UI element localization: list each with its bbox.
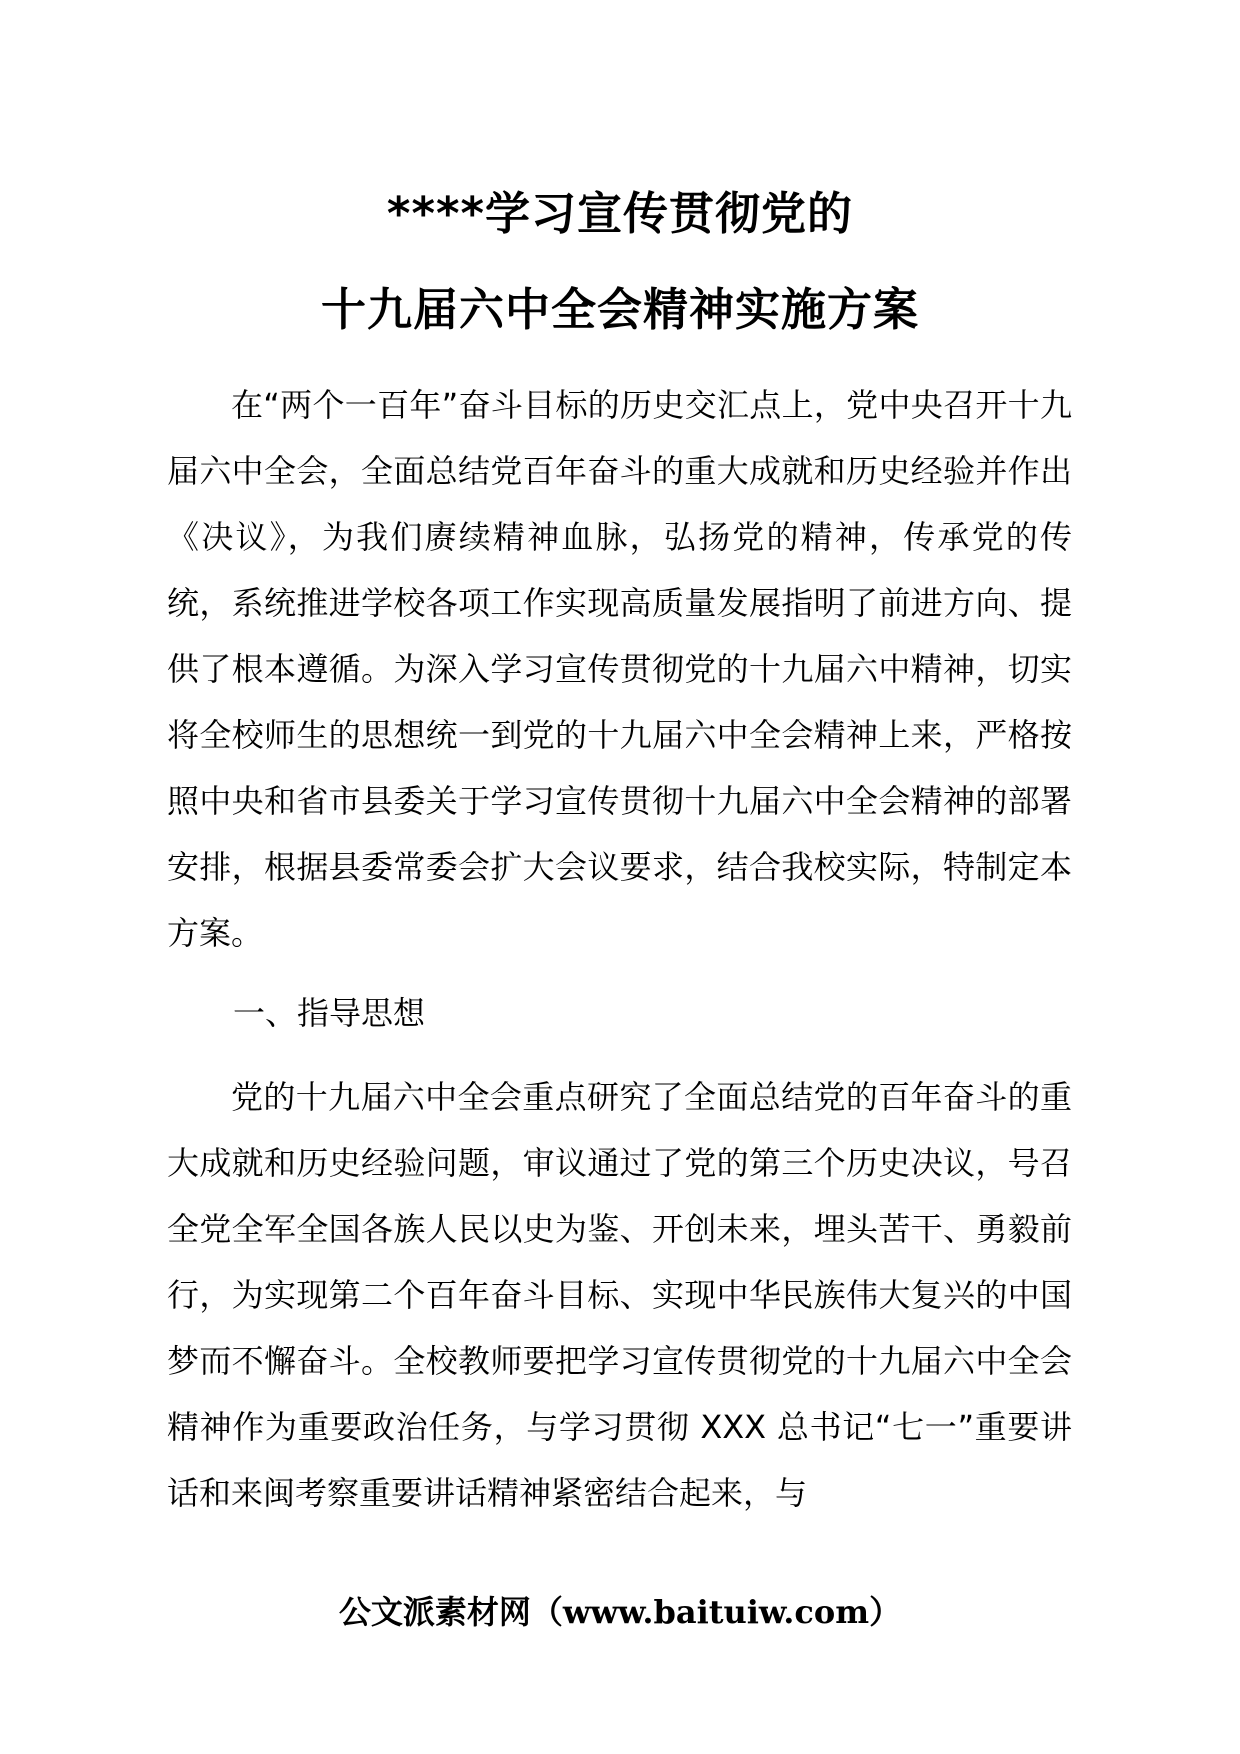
- document-title-line-2: 十九届六中全会精神实施方案: [320, 283, 919, 336]
- paragraph-guiding-ideology-text: 党的十九届六中全会重点研究了全面总结党的百年奋斗的重大成就和历史经验问题，审议通过了党的第三个历史决议，号召全党全军全国各族人民以史为鉴、开创未来，埋头苦干、勇毅前行，为实现第二个百年奋斗目标、实现中华民族伟大复兴的中国梦而不懈奋斗。全校教师要把学习宣传贯彻党的十九届六中全会精神作为重要政治任务，与学习贯彻 XXX 总书记“七一”重要讲话和来闽考察重要讲话精神紧密结合起来，与: [167, 1078, 1072, 1512]
- paragraph-intro-text: 在“两个一百年”奋斗目标的历史交汇点上，党中央召开十九届六中全会，全面总结党百年奋斗的重大成就和历史经验并作出《决议》，为我们赓续精神血脉，弘扬党的精神，传承党的传统，系统推进学校各项工作实现高质量发展指明了前进方向、提供了根本遵循。为深入学习宣传贯彻党的十九届六中精神，切实将全校师生的思想统一到党的十九届六中全会精神上来，严格按照中央和省市县委关于学习宣传贯彻十九届六中全会精神的部署安排，根据县委常委会扩大会议要求，结合我校实际，特制定本方案。: [167, 386, 1072, 952]
- section-heading-guiding-ideology: 一、指导思想: [233, 994, 426, 1032]
- footer-watermark-text: 公文派素材网（www.baituiw.com）: [338, 1593, 902, 1631]
- paragraph-guiding-ideology: [167, 1064, 1072, 1526]
- paragraph-intro: [167, 372, 1072, 966]
- document-title-line-1: ****学习宣传贯彻党的: [386, 187, 854, 240]
